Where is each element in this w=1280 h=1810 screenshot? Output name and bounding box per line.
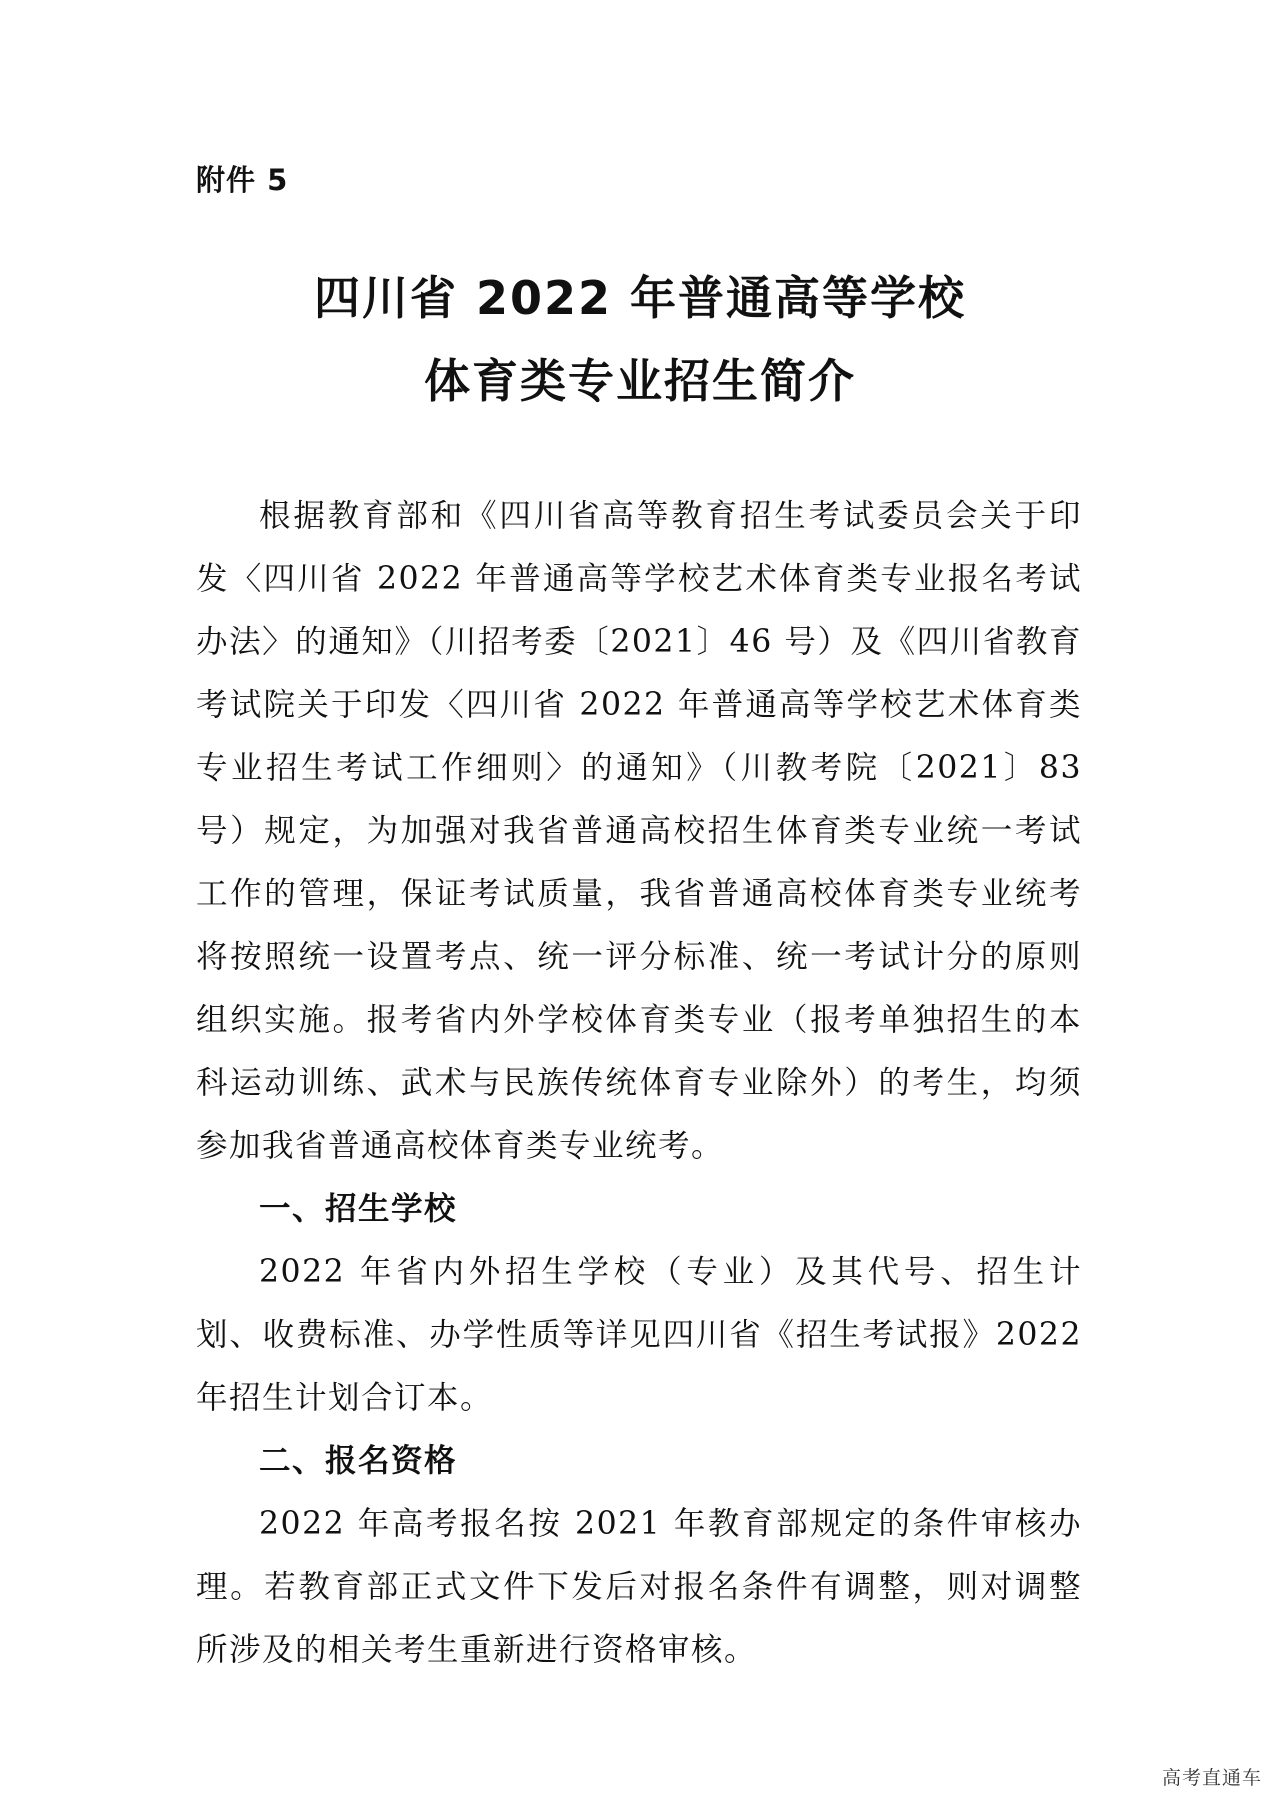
section-body-schools: 2022 年省内外招生学校（专业）及其代号、招生计划、收费标准、办学性质等详见四川省《招生考试报》2022 年招生计划合订本。	[196, 1254, 1082, 1416]
section-body-eligibility: 2022 年高考报名按 2021 年教育部规定的条件审核办理。若教育部正式文件下发后对报名条件有调整，则对调整所涉及的相关考生重新进行资格审核。	[196, 1506, 1082, 1668]
document-title-line2: 体育类专业招生简介	[424, 354, 856, 408]
document-title-line1: 四川省 2022 年普通高等学校	[313, 271, 967, 325]
watermark-text: 高考直通车	[1161, 1767, 1262, 1789]
intro-paragraph: 根据教育部和《四川省高等教育招生考试委员会关于印发〈四川省 2022 年普通高等学校艺术体育类专业报名考试办法〉的通知》（川招考委〔2021〕46 号）及《四川省教育考试院关于印发〈四川省 2022 年普通高等学校艺术体育类专业招生考试工作细则〉的通知》（川教考院〔2021〕83 号）规定，为加强对我省普通高校招生体育类专业统一考试工作的管理，保证考试质量，我省普通高校体育类专业统考将按照统一设置考点、统一评分标准、统一考试计分的原则组织实施。报考省内外学校体育类专业（报考单独招生的本科运动训练、武术与民族传统体育专业除外）的考生，均须参加我省普通高校体育类专业统考。	[196, 498, 1082, 1164]
attachment-label: 附件 5	[196, 163, 289, 197]
section-heading-eligibility: 二、报名资格	[259, 1443, 458, 1479]
document-body	[196, 485, 1082, 1682]
section-heading-schools: 一、招生学校	[259, 1191, 458, 1227]
